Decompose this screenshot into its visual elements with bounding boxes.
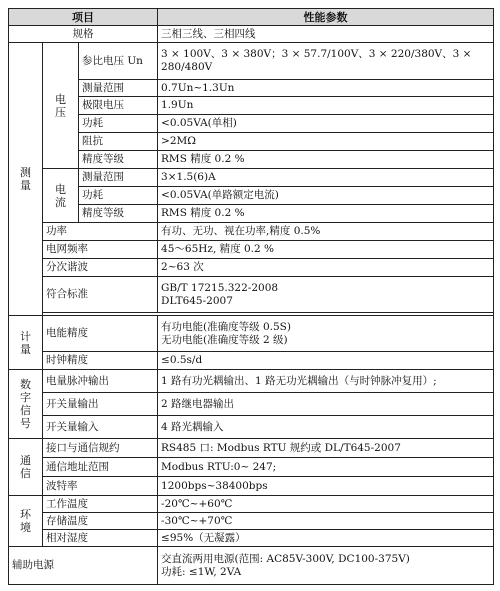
energy-value: 有功电能(准确度等级 0.5S) 无功电能(准确度等级 2 级) xyxy=(158,316,494,352)
frequency-label: 电网频率 xyxy=(43,241,158,259)
voltage-impedance-value: >2MΩ xyxy=(158,133,494,151)
current-power-label: 功耗 xyxy=(79,187,158,205)
voltage-limit-label: 极限电压 xyxy=(79,97,158,115)
voltage-power-row xyxy=(9,115,494,133)
address-value: Modbus RTU:0~ 247; xyxy=(158,458,494,477)
voltage-accuracy-label: 精度等级 xyxy=(79,151,158,169)
current-accuracy-row xyxy=(9,205,494,223)
voltage-impedance-label: 阻抗 xyxy=(79,133,158,151)
current-power-row xyxy=(9,187,494,205)
clock-label: 时钟精度 xyxy=(43,352,158,370)
pulse-row xyxy=(9,370,494,393)
clock-value: ≤0.5s/d xyxy=(158,352,494,370)
baud-label: 波特率 xyxy=(43,477,158,496)
current-accuracy-label: 精度等级 xyxy=(79,205,158,223)
switch-out-value: 2 路继电器输出 xyxy=(158,393,494,416)
header-param: 性能参数 xyxy=(158,9,494,26)
power-label: 功率 xyxy=(43,223,158,241)
humidity-row xyxy=(9,530,494,547)
spec-value: 三相三线、三相四线 xyxy=(158,26,494,43)
store-temp-label: 存储温度 xyxy=(43,513,158,530)
switch-out-label: 开关量输出 xyxy=(43,393,158,416)
baud-row xyxy=(9,477,494,496)
baud-value: 1200bps~38400bps xyxy=(158,477,494,496)
standard-label: 符合标准 xyxy=(43,277,158,313)
humidity-label: 相对湿度 xyxy=(43,530,158,547)
current-range-row xyxy=(9,169,494,187)
current-accuracy-value: RMS 精度 0.2 % xyxy=(158,205,494,223)
address-label: 通信地址范围 xyxy=(43,458,158,477)
aux-row xyxy=(9,547,494,585)
switch-out-row xyxy=(9,393,494,416)
voltage-power-value: <0.05VA(单相) xyxy=(158,115,494,133)
header-item: 项目 xyxy=(9,9,158,26)
voltage-range-value: 0.7Un~1.3Un xyxy=(158,80,494,97)
humidity-value: ≤95%（无凝露） xyxy=(158,530,494,547)
spec-table xyxy=(8,8,494,585)
work-temp-row xyxy=(9,496,494,513)
switch-in-label: 开关量输入 xyxy=(43,416,158,439)
comm-group-label: 通 信 xyxy=(9,439,43,496)
current-group-label: 电 流 xyxy=(43,169,79,223)
power-row xyxy=(9,223,494,241)
voltage-limit-value: 1.9Un xyxy=(158,97,494,115)
protocol-label: 接口与通信规约 xyxy=(43,439,158,458)
voltage-impedance-row xyxy=(9,133,494,151)
voltage-range-label: 测量范围 xyxy=(79,80,158,97)
power-value: 有功、无功、视在功率,精度 0.5% xyxy=(158,223,494,241)
aux-label: 辅助电源 xyxy=(9,547,158,585)
protocol-row xyxy=(9,439,494,458)
header-row xyxy=(9,9,494,26)
env-group-label: 环 境 xyxy=(9,496,43,547)
harmonics-value: 2~63 次 xyxy=(158,259,494,277)
harmonics-row xyxy=(9,259,494,277)
measure-group-label: 测 量 xyxy=(9,43,43,316)
aux-value: 交直流两用电源(范围: AC85V-300V, DC100-375V) 功耗: ≤1W, 2VA xyxy=(158,547,494,585)
voltage-ref-row xyxy=(9,43,494,80)
store-temp-row xyxy=(9,513,494,530)
clock-row xyxy=(9,352,494,370)
standard-row xyxy=(9,277,494,313)
voltage-group-label: 电 压 xyxy=(43,43,79,169)
work-temp-value: -20℃~+60℃ xyxy=(158,496,494,513)
voltage-ref-value: 3 × 100V、3 × 380V；3 × 57.7/100V、3 × 220/380V、3 × 280/480V xyxy=(158,43,494,80)
switch-in-row xyxy=(9,416,494,439)
spec-label: 规格 xyxy=(9,26,158,43)
standard-value: GB/T 17215.322-2008 DLT645-2007 xyxy=(158,277,494,313)
current-power-value: <0.05VA(单路额定电流) xyxy=(158,187,494,205)
frequency-value: 45～65Hz, 精度 0.2 % xyxy=(158,241,494,259)
voltage-range-row xyxy=(9,80,494,97)
energy-row xyxy=(9,316,494,352)
current-range-value: 3×1.5(6)A xyxy=(158,169,494,187)
switch-in-value: 4 路光耦输入 xyxy=(158,416,494,439)
work-temp-label: 工作温度 xyxy=(43,496,158,513)
voltage-limit-row xyxy=(9,97,494,115)
pulse-label: 电量脉冲输出 xyxy=(43,370,158,393)
voltage-power-label: 功耗 xyxy=(79,115,158,133)
voltage-ref-label: 参比电压 Un xyxy=(79,43,158,80)
voltage-accuracy-value: RMS 精度 0.2 % xyxy=(158,151,494,169)
digital-group-label: 数 字 信 号 xyxy=(9,370,43,439)
address-row xyxy=(9,458,494,477)
current-range-label: 测量范围 xyxy=(79,169,158,187)
protocol-value: RS485 口: Modbus RTU 规约或 DL/T645-2007 xyxy=(158,439,494,458)
frequency-row xyxy=(9,241,494,259)
harmonics-label: 分次谐波 xyxy=(43,259,158,277)
metering-group-label: 计 量 xyxy=(9,316,43,370)
energy-label: 电能精度 xyxy=(43,316,158,352)
store-temp-value: -30℃~+70℃ xyxy=(158,513,494,530)
spec-row xyxy=(9,26,494,43)
voltage-accuracy-row xyxy=(9,151,494,169)
pulse-value: 1 路有功光耦输出、1 路无功光耦输出（与时钟脉冲复用）; xyxy=(158,370,494,393)
